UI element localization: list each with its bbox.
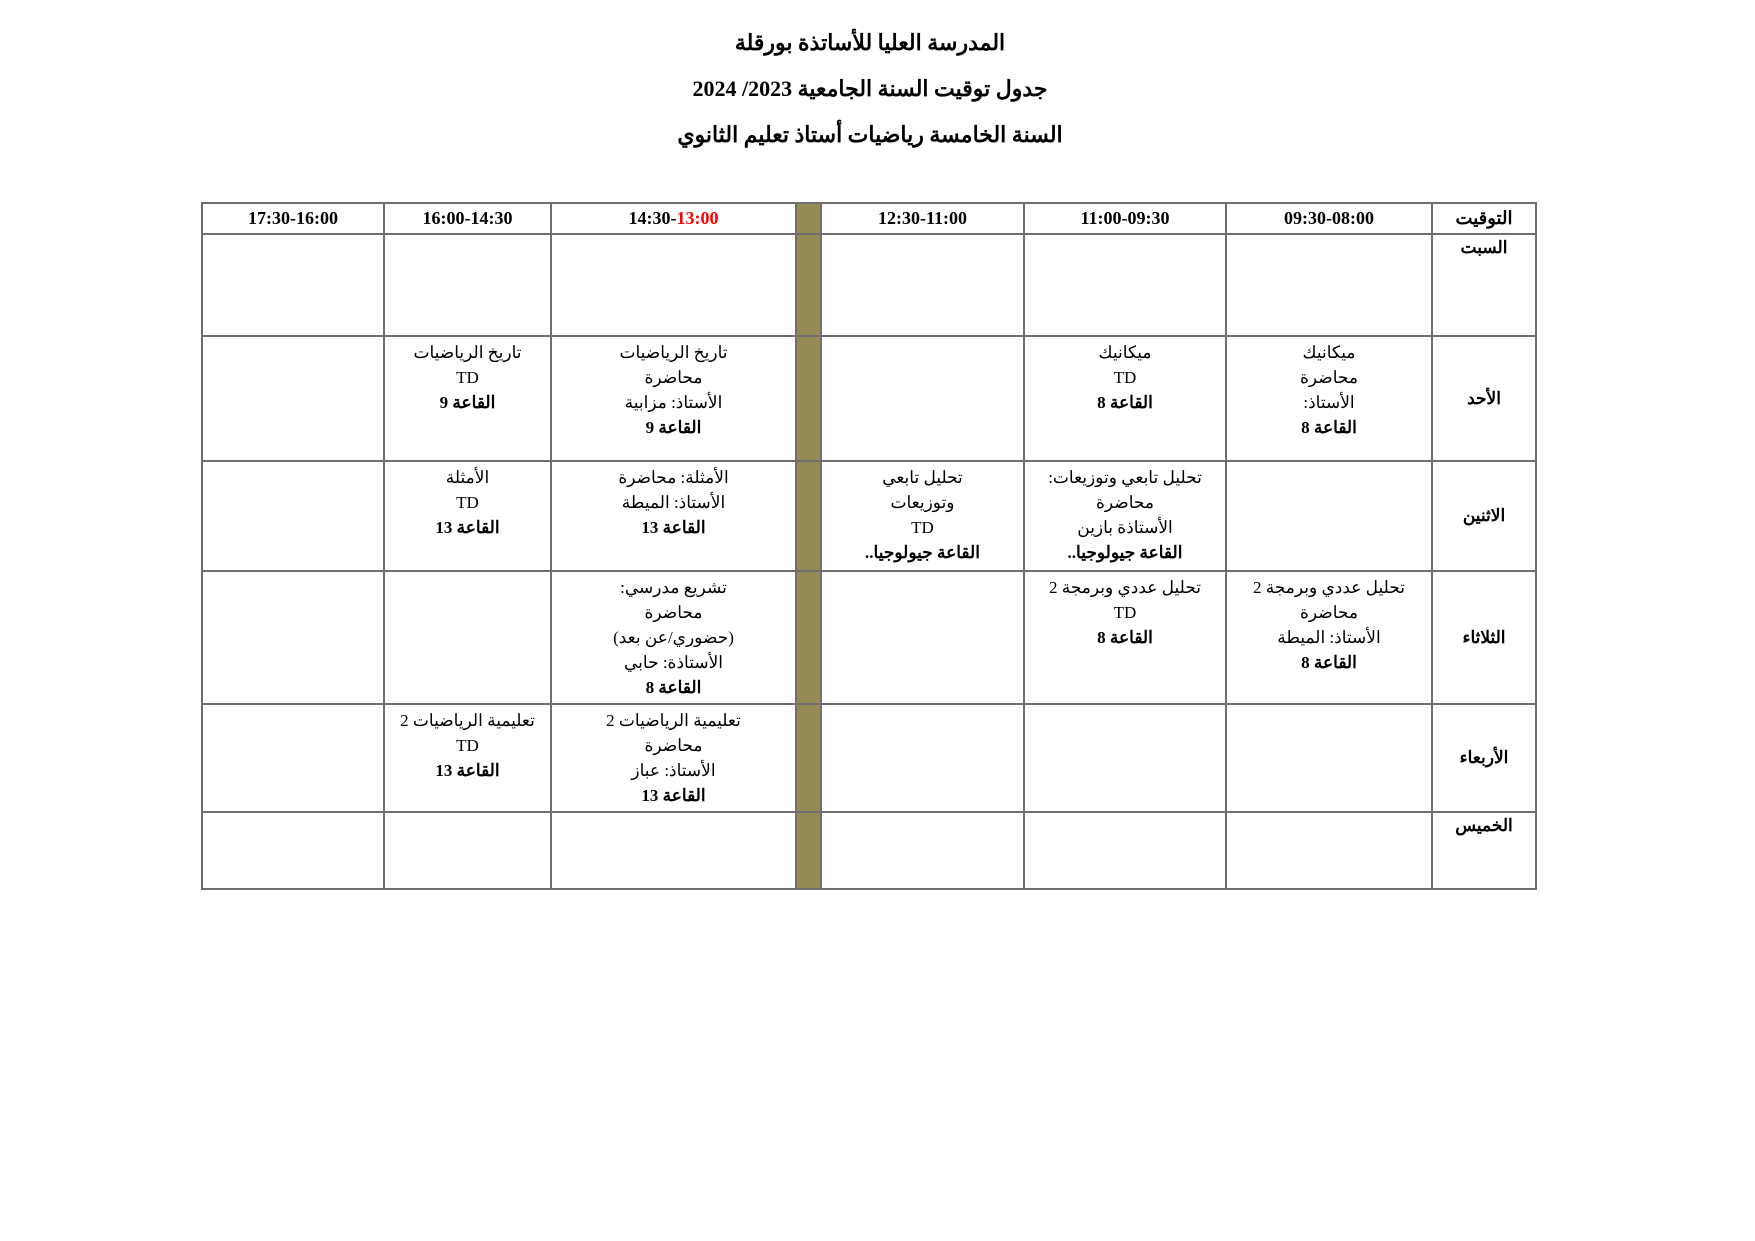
- course-line: القاعة 8: [1301, 418, 1357, 437]
- separator-cell: [796, 336, 821, 461]
- day-row: [202, 704, 1536, 812]
- schedule-cell: [551, 812, 796, 889]
- course-line: القاعة 13: [435, 761, 500, 780]
- schedule-cell: [1024, 704, 1226, 812]
- course-line: القاعة 13: [641, 786, 706, 805]
- schedule-cell: [202, 461, 384, 571]
- separator-cell: [796, 234, 821, 336]
- course-line: القاعة 13: [641, 518, 706, 537]
- time-slot-header-1: 09:30-08:00: [1226, 203, 1432, 234]
- schedule-cell: [384, 704, 551, 812]
- schedule-cell: [384, 336, 551, 461]
- course-line: محاضرة: [1300, 603, 1358, 622]
- course-line: وتوزيعات: [890, 493, 955, 512]
- course-line: تشريع مدرسي:: [620, 578, 727, 597]
- course-line: TD: [1113, 603, 1137, 622]
- course-line: القاعة 9: [439, 393, 496, 412]
- schedule-cell: [1226, 336, 1432, 461]
- course-line: الأستاذ: الميطة: [621, 493, 726, 512]
- time-slot-header-3: 12:30-11:00: [821, 203, 1024, 234]
- course-line: (حضوري/عن بعد): [613, 628, 734, 647]
- timing-header: التوقيت: [1432, 203, 1536, 234]
- schedule-cell: [551, 336, 796, 461]
- course-line: ميكانيك: [1302, 343, 1356, 362]
- day-row: [202, 812, 1536, 889]
- time-slot-header-5: 16:00-14:30: [384, 203, 551, 234]
- course-line: الأستاذ:: [1303, 393, 1355, 412]
- course-line: القاعة 8: [1301, 653, 1357, 672]
- schedule-cell: [202, 812, 384, 889]
- course-line: تحليل تابعي وتوزيعات:: [1048, 468, 1202, 487]
- schedule-cell: [551, 461, 796, 571]
- year-title: السنة الخامسة رياضيات أستاذ تعليم الثانوي: [677, 122, 1063, 147]
- course-line: القاعة جيولوجيا..: [865, 543, 980, 562]
- schedule-cell: [821, 336, 1024, 461]
- day-cell: الأربعاء: [1432, 704, 1536, 812]
- day-cell: الأحد: [1432, 336, 1536, 461]
- course-line: تاريخ الرياضيات: [619, 343, 728, 362]
- course-line: TD: [456, 493, 479, 512]
- course-line: تعليمية الرياضيات 2: [400, 711, 535, 730]
- schedule-title: جدول توقيت السنة الجامعية 2023/ 2024: [692, 76, 1048, 101]
- day-cell: الاثنين: [1432, 461, 1536, 571]
- course-line: تحليل تابعي: [882, 468, 963, 487]
- course-line: الأستاذة بازين: [1077, 518, 1173, 537]
- schedule-cell: [1024, 461, 1226, 571]
- separator-cell: [796, 461, 821, 571]
- course-line: TD: [456, 368, 479, 387]
- course-line: الأستاذ: الميطة: [1277, 628, 1381, 647]
- schedule-cell: [1024, 336, 1226, 461]
- course-line: محاضرة: [1300, 368, 1358, 387]
- course-line: تعليمية الرياضيات 2: [606, 711, 741, 730]
- course-line: TD: [456, 736, 479, 755]
- day-row: [202, 336, 1536, 461]
- course-line: القاعة جيولوجيا..: [1067, 543, 1183, 562]
- course-line: ميكانيك: [1098, 343, 1152, 362]
- day-row: [202, 234, 1536, 336]
- schedule-cell: [551, 571, 796, 704]
- school-title: المدرسة العليا للأساتذة بورقلة: [734, 30, 1006, 55]
- day-row: [202, 571, 1536, 704]
- time-slot-header-6: 17:30-16:00: [202, 203, 384, 234]
- course-line: الأستاذ: مزابية: [624, 393, 723, 412]
- schedule-cell: [551, 234, 796, 336]
- schedule-cell: [1226, 704, 1432, 812]
- course-line: محاضرة: [644, 603, 703, 622]
- course-line: محاضرة: [644, 736, 703, 755]
- weekly-timetable: [201, 202, 1537, 890]
- header-row: [202, 203, 1536, 234]
- day-row: [202, 461, 1536, 571]
- schedule-cell: [1226, 571, 1432, 704]
- schedule-cell: [384, 234, 551, 336]
- course-line: تحليل عددي وبرمجة 2: [1252, 578, 1406, 597]
- schedule-cell: [821, 571, 1024, 704]
- schedule-cell: [384, 571, 551, 704]
- course-line: تاريخ الرياضيات: [413, 343, 522, 362]
- separator-column: [796, 203, 821, 234]
- schedule-cell: [821, 812, 1024, 889]
- course-line: القاعة 13: [435, 518, 500, 537]
- schedule-cell: [1226, 812, 1432, 889]
- course-line: القاعة 9: [645, 418, 702, 437]
- schedule-cell: [821, 704, 1024, 812]
- course-line: القاعة 8: [645, 678, 702, 697]
- schedule-cell: [551, 704, 796, 812]
- time-slot-header-2: 11:00-09:30: [1024, 203, 1226, 234]
- time-slot-header-4: 14:30-13:00: [551, 203, 796, 234]
- course-line: TD: [1113, 368, 1137, 387]
- schedule-cell: [821, 234, 1024, 336]
- highlighted-time: 13:00: [676, 208, 719, 228]
- timetable-sheet: [203, 28, 1537, 890]
- schedule-cell: [1226, 461, 1432, 571]
- course-line: الأمثلة: محاضرة: [618, 468, 729, 487]
- schedule-cell: [1226, 234, 1432, 336]
- separator-cell: [796, 704, 821, 812]
- day-cell: الثلاثاء: [1432, 571, 1536, 704]
- timetable-body: [202, 234, 1536, 889]
- schedule-cell: [821, 461, 1024, 571]
- day-cell: الخميس: [1432, 812, 1536, 889]
- course-line: الأستاذة: حابي: [623, 653, 723, 672]
- course-line: محاضرة: [1096, 493, 1154, 512]
- separator-cell: [796, 571, 821, 704]
- course-line: القاعة 8: [1097, 628, 1153, 647]
- course-line: TD: [911, 518, 934, 537]
- course-line: القاعة 8: [1097, 393, 1153, 412]
- day-cell: السبت: [1432, 234, 1536, 336]
- schedule-cell: [1024, 812, 1226, 889]
- course-line: محاضرة: [644, 368, 703, 387]
- schedule-cell: [202, 571, 384, 704]
- schedule-cell: [202, 704, 384, 812]
- schedule-cell: [202, 234, 384, 336]
- course-line: الأمثلة: [445, 468, 490, 487]
- schedule-cell: [384, 812, 551, 889]
- schedule-cell: [202, 336, 384, 461]
- schedule-cell: [1024, 571, 1226, 704]
- schedule-cell: [384, 461, 551, 571]
- course-line: الأستاذ: عباز: [631, 761, 716, 780]
- separator-cell: [796, 812, 821, 889]
- schedule-cell: [1024, 234, 1226, 336]
- course-line: تحليل عددي وبرمجة 2: [1048, 578, 1202, 597]
